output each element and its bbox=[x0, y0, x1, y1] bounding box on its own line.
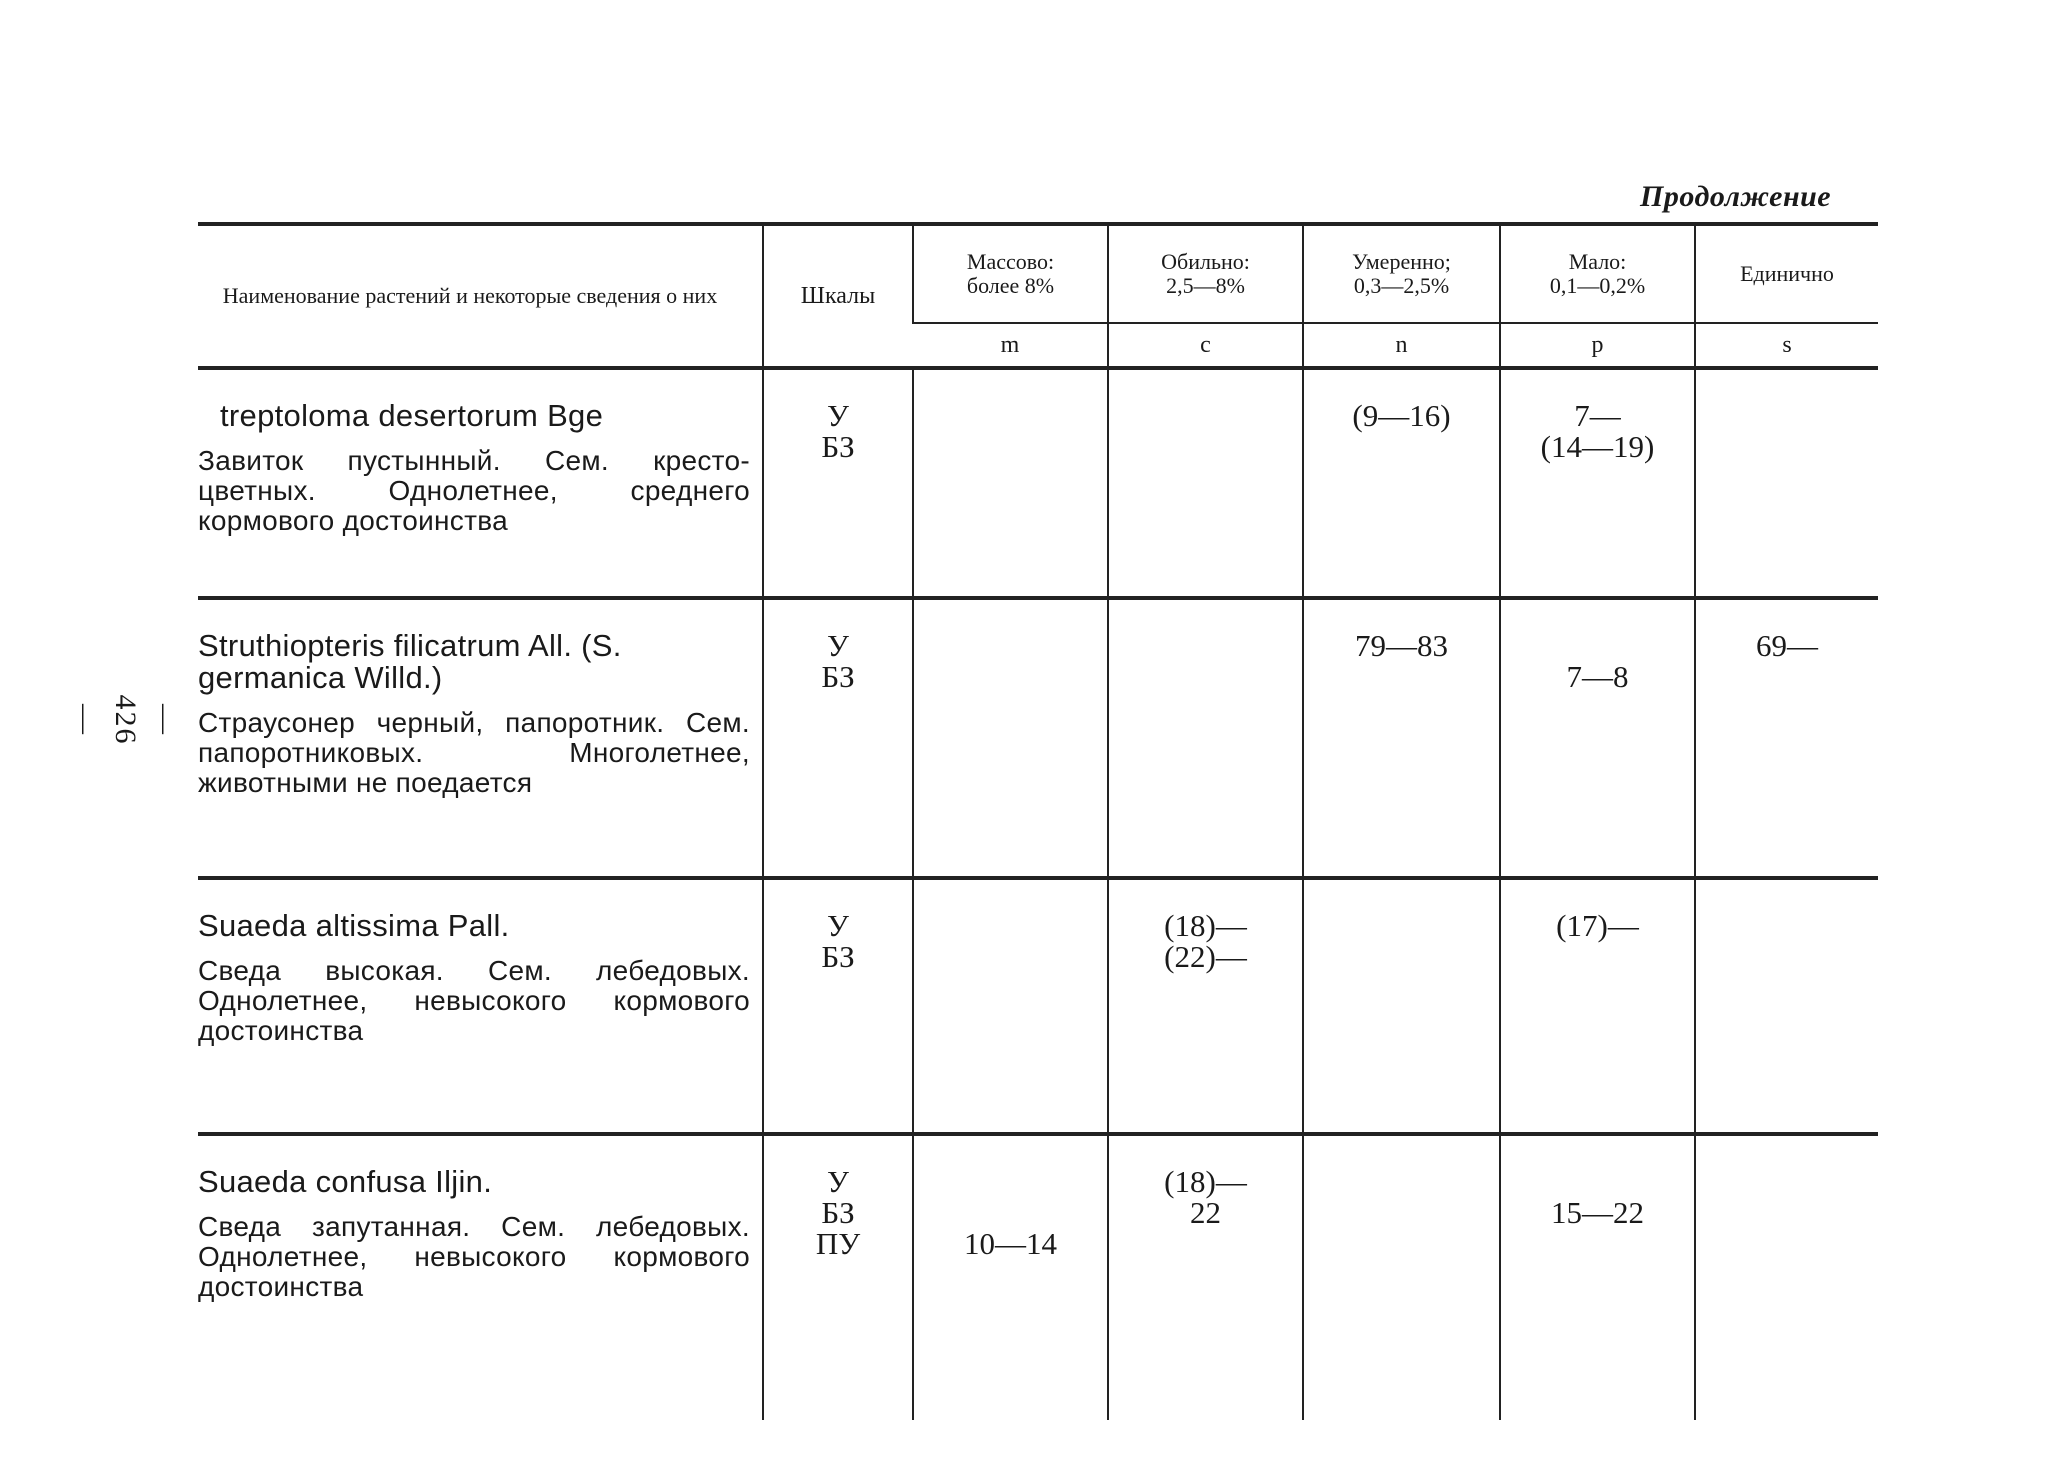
value: 7—8 bbox=[1566, 659, 1629, 694]
code-p: p bbox=[1500, 323, 1695, 368]
plant-description: Страусонер черный, папоротник. Сем. папоротниковых. Многолетнее, животными не поедается bbox=[198, 707, 750, 798]
value-cell-p bbox=[1500, 598, 1695, 878]
column-header-single: Единично bbox=[1695, 224, 1878, 323]
plant-name-cell bbox=[198, 878, 763, 1134]
code-c: c bbox=[1108, 323, 1303, 368]
scale-value: БЗ bbox=[821, 939, 855, 974]
latin-name: Suaeda confusa Iljin. bbox=[198, 1164, 493, 1199]
scale-value: У bbox=[827, 628, 849, 663]
plant-name-cell bbox=[198, 598, 763, 878]
value-cell-c bbox=[1108, 878, 1303, 1134]
code-s: s bbox=[1695, 323, 1878, 368]
scale-value: БЗ bbox=[821, 659, 855, 694]
code-n: n bbox=[1303, 323, 1500, 368]
scales-cell bbox=[763, 1134, 913, 1420]
value-cell-n bbox=[1303, 368, 1500, 598]
value-cell-c bbox=[1108, 368, 1303, 598]
column-header-name: Наименование растений и некоторые сведения о них bbox=[198, 224, 763, 368]
few-range: 0,1—0,2% bbox=[1549, 273, 1646, 298]
page-number: — 426 — bbox=[69, 694, 182, 746]
value: 69— bbox=[1756, 628, 1818, 663]
value-cell-m bbox=[913, 878, 1108, 1134]
plant-name-cell bbox=[198, 368, 763, 598]
value: (17)— bbox=[1556, 908, 1639, 943]
massive-range: более 8% bbox=[966, 273, 1055, 298]
scale-value: БЗ bbox=[821, 429, 855, 464]
value-cell-c bbox=[1108, 598, 1303, 878]
value-cell-n bbox=[1303, 878, 1500, 1134]
value-cell-p bbox=[1500, 878, 1695, 1134]
scales-cell bbox=[763, 598, 913, 878]
column-header-scales: Шкалы bbox=[763, 224, 913, 368]
abundant-label: Обильно: bbox=[1161, 249, 1250, 274]
value-cell-p bbox=[1500, 1134, 1695, 1420]
scale-value: У bbox=[827, 398, 849, 433]
table-row bbox=[198, 368, 1878, 598]
value bbox=[1501, 630, 1694, 661]
plants-table bbox=[198, 222, 1878, 1420]
continuation-label: Продолжение bbox=[1640, 180, 1832, 213]
scales-cell bbox=[763, 878, 913, 1134]
latin-name: Struthiopteris filicatrum All. (S. germanica Willd.) bbox=[198, 628, 622, 695]
value-cell-n bbox=[1303, 1134, 1500, 1420]
value-cell-p bbox=[1500, 368, 1695, 598]
column-header-abundant bbox=[1108, 224, 1303, 323]
value-cell-m bbox=[913, 1134, 1108, 1420]
value: (14—19) bbox=[1540, 429, 1655, 464]
value: 22 bbox=[1190, 1195, 1221, 1230]
header-row bbox=[198, 224, 1878, 323]
column-header-moderate bbox=[1303, 224, 1500, 323]
plant-description: Завиток пустынный. Сем. кресто-цветных. Однолетнее, среднего кормового достоинства bbox=[198, 445, 750, 536]
value-cell-s bbox=[1695, 878, 1878, 1134]
value-cell-s bbox=[1695, 368, 1878, 598]
value: (18)— bbox=[1164, 908, 1247, 943]
value-cell-s bbox=[1695, 598, 1878, 878]
value bbox=[914, 1166, 1107, 1197]
massive-label: Массово: bbox=[966, 249, 1055, 274]
plant-name-cell bbox=[198, 1134, 763, 1420]
value-cell-m bbox=[913, 368, 1108, 598]
value-cell-n bbox=[1303, 598, 1500, 878]
value: (18)— bbox=[1164, 1164, 1247, 1199]
few-label: Мало: bbox=[1568, 249, 1627, 274]
scale-value: ПУ bbox=[815, 1226, 861, 1261]
column-header-massive bbox=[913, 224, 1108, 323]
table-row bbox=[198, 1134, 1878, 1420]
table-row bbox=[198, 598, 1878, 878]
code-m: m bbox=[913, 323, 1108, 368]
column-header-few bbox=[1500, 224, 1695, 323]
value: 7— bbox=[1574, 398, 1621, 433]
table-row bbox=[198, 878, 1878, 1134]
value: (22)— bbox=[1164, 939, 1247, 974]
plant-description: Сведа запутанная. Сем. лебедовых. Однолетнее, невысокого кормового достоинства bbox=[198, 1211, 750, 1302]
scales-cell bbox=[763, 368, 913, 598]
moderate-range: 0,3—2,5% bbox=[1353, 273, 1450, 298]
scale-value: БЗ bbox=[821, 1195, 855, 1230]
plant-description: Сведа высокая. Сем. лебедовых. Однолетнее, невысокого кормового достоинства bbox=[198, 955, 750, 1046]
value bbox=[1501, 1166, 1694, 1197]
moderate-label: Умеренно; bbox=[1352, 249, 1451, 274]
value-cell-s bbox=[1695, 1134, 1878, 1420]
value-cell-m bbox=[913, 598, 1108, 878]
value-cell-c bbox=[1108, 1134, 1303, 1420]
scale-value: У bbox=[827, 1164, 849, 1199]
value: (9—16) bbox=[1352, 398, 1451, 433]
latin-name: Suaeda altissima Pall. bbox=[198, 908, 510, 943]
value: 10—14 bbox=[964, 1226, 1057, 1261]
abundant-range: 2,5—8% bbox=[1166, 273, 1245, 298]
value: 15—22 bbox=[1551, 1195, 1644, 1230]
value: 79—83 bbox=[1355, 628, 1448, 663]
latin-name: treptoloma desertorum Bge bbox=[220, 398, 604, 433]
value bbox=[914, 1197, 1107, 1228]
scale-value: У bbox=[827, 908, 849, 943]
